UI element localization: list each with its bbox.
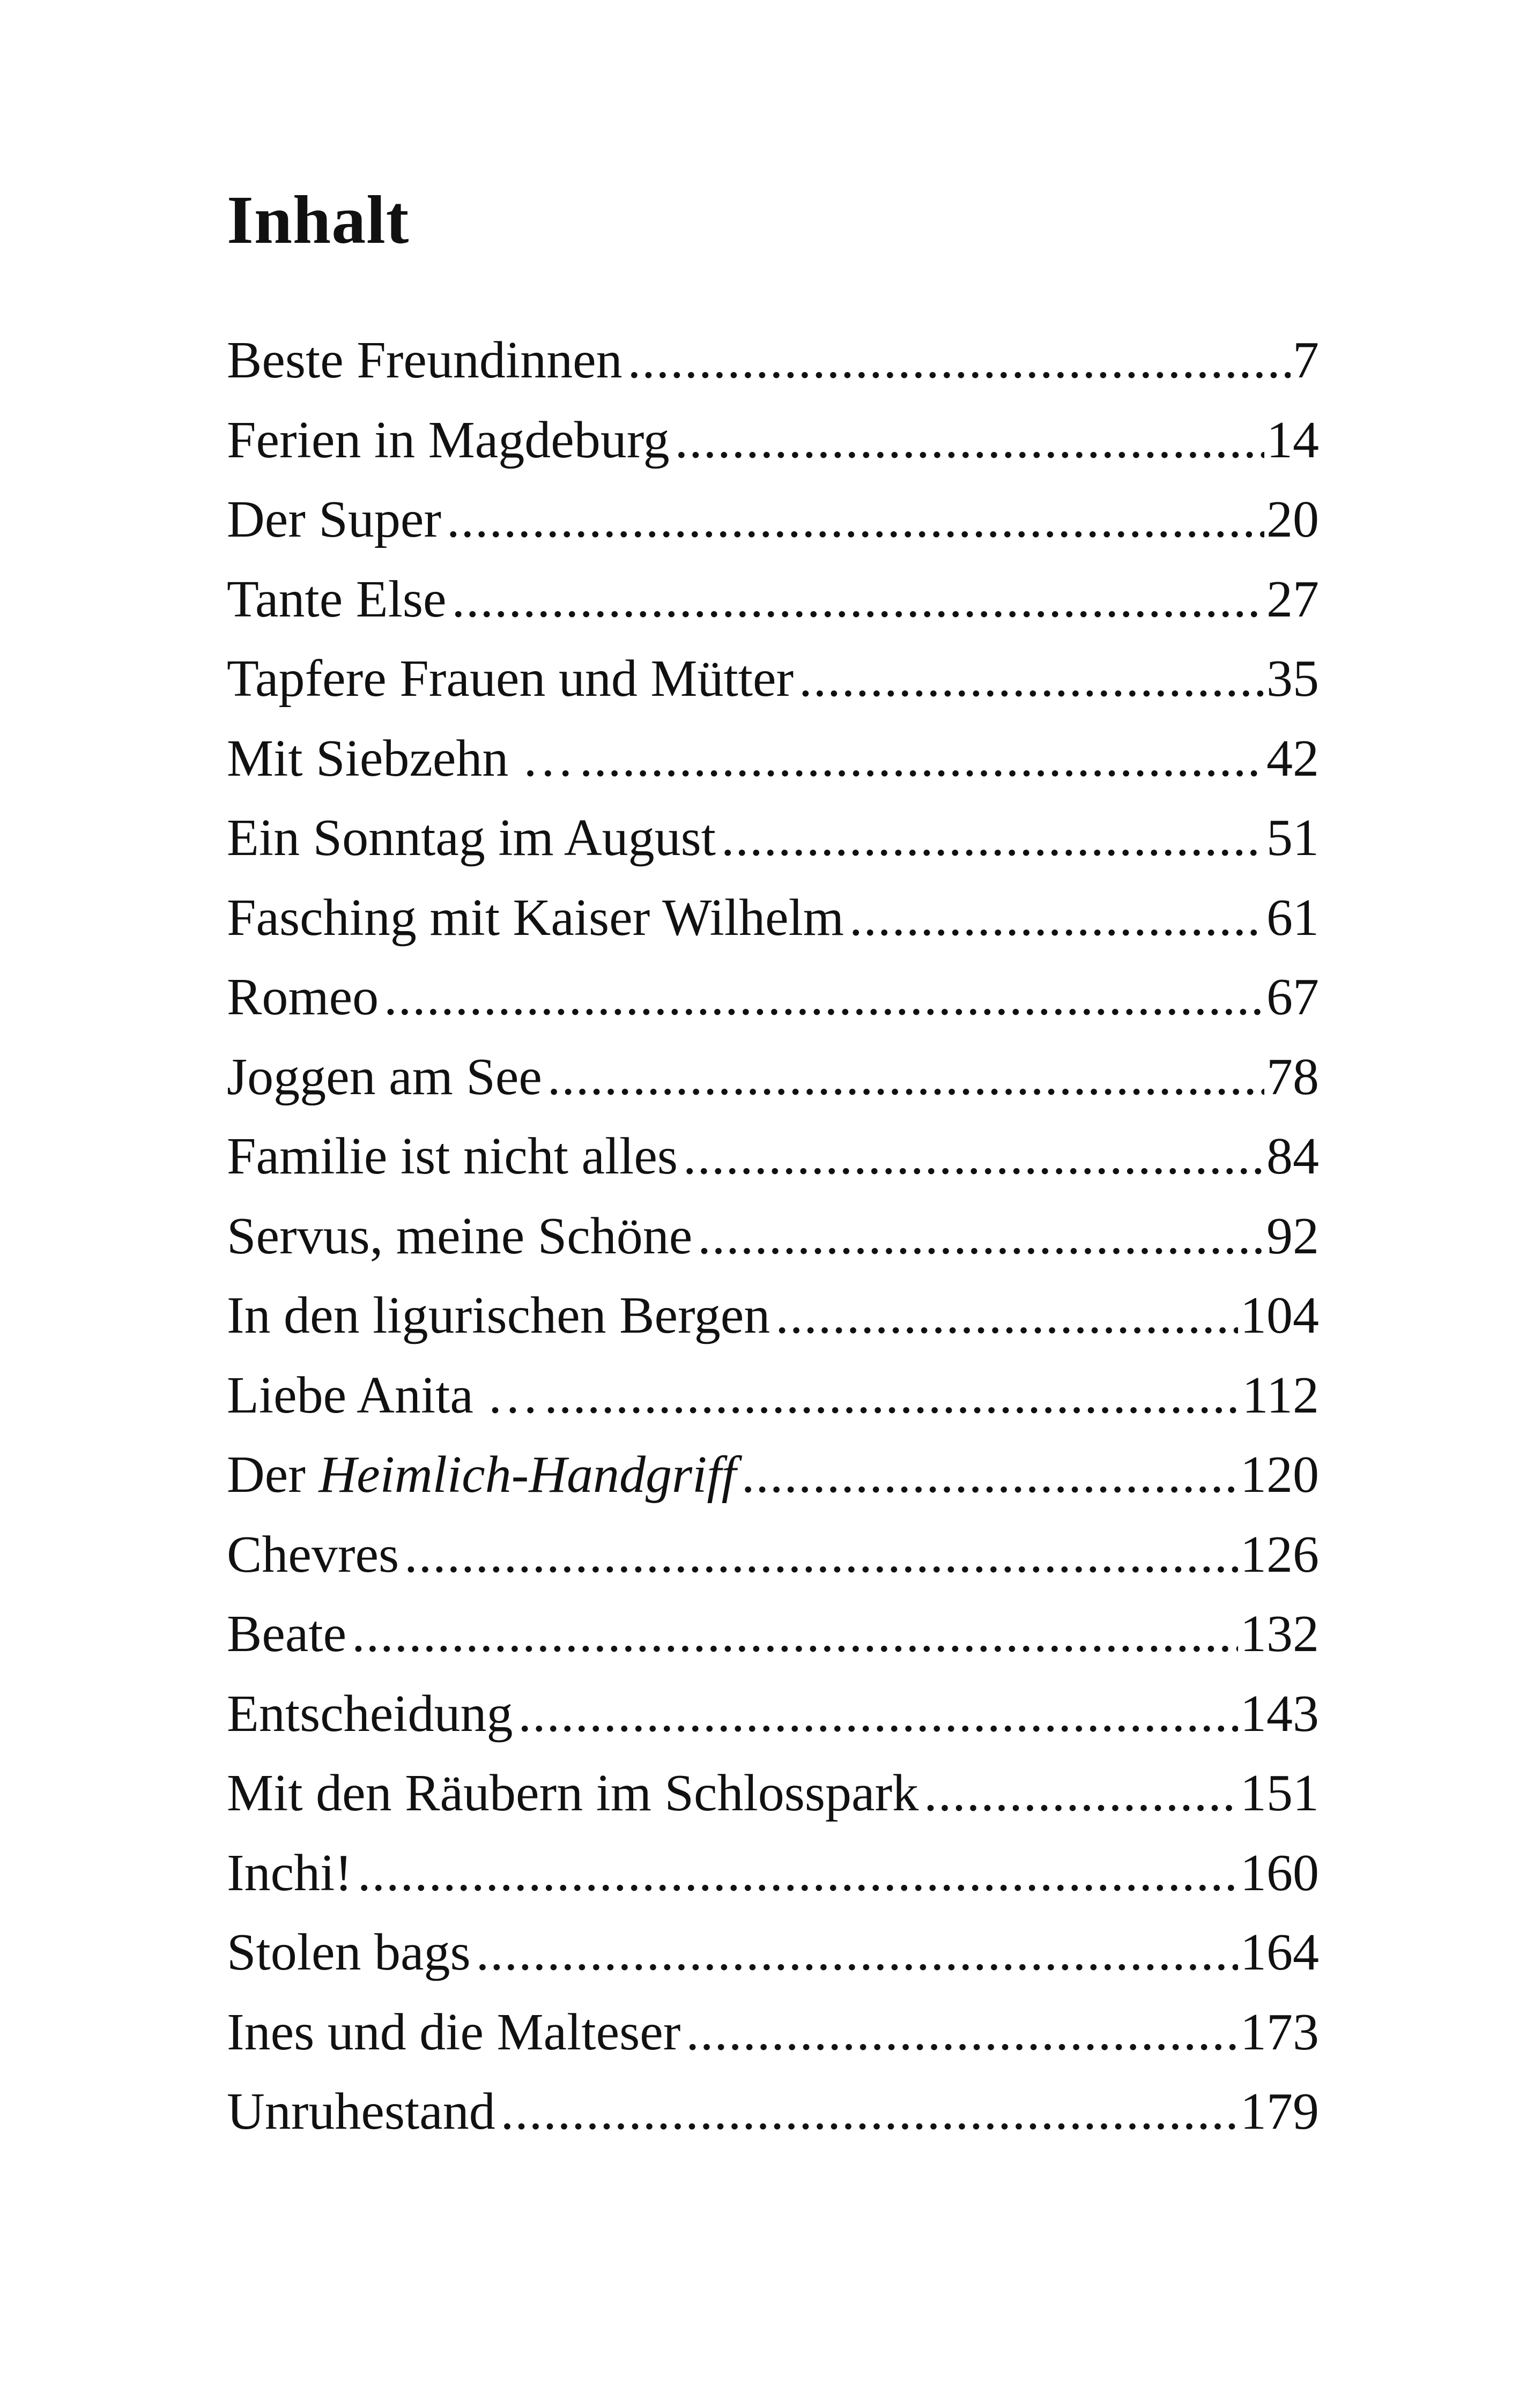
- toc-entry-title: Entscheidung: [227, 1684, 513, 1743]
- toc-page-number: 126: [1240, 1525, 1319, 1584]
- toc-page-number: 84: [1266, 1127, 1319, 1185]
- toc-entry: [227, 878, 1319, 958]
- toc-page-number: 112: [1242, 1366, 1319, 1424]
- toc-entry-title: Unruhestand: [227, 2083, 495, 2141]
- toc-entry: [227, 639, 1319, 719]
- toc-entry-title: Mit Siebzehn …: [227, 729, 574, 787]
- toc-entry-title: Romeo: [227, 968, 379, 1026]
- toc-entry: [227, 1753, 1319, 1833]
- toc-leader-dots: [849, 878, 1264, 958]
- toc-entry: [227, 1674, 1319, 1754]
- toc-entry: [227, 1356, 1319, 1436]
- toc-leader-dots: [404, 1515, 1238, 1595]
- toc-leader-dots: [447, 480, 1264, 560]
- table-of-contents: [227, 321, 1319, 2152]
- toc-leader-dots: [799, 639, 1264, 719]
- toc-page-number: 27: [1266, 570, 1319, 628]
- toc-entry-title: Chevres: [227, 1525, 399, 1584]
- toc-entry: [227, 1276, 1319, 1356]
- toc-leader-dots: [628, 321, 1291, 400]
- toc-entry: [227, 957, 1319, 1037]
- toc-leader-dots: [698, 1196, 1264, 1276]
- toc-entry: [227, 1993, 1319, 2072]
- toc-page-number: 42: [1266, 729, 1319, 787]
- toc-page-number: 20: [1266, 490, 1319, 548]
- toc-entry: [227, 1117, 1319, 1196]
- toc-page-number: 160: [1240, 1844, 1319, 1902]
- toc-page-number: 7: [1293, 331, 1319, 389]
- toc-entry-title: Tapfere Frauen und Mütter: [227, 650, 794, 708]
- toc-leader-dots: [775, 1276, 1238, 1356]
- toc-entry: [227, 480, 1319, 560]
- toc-entry: [227, 1196, 1319, 1276]
- toc-entry-title: Servus, meine Schöne: [227, 1207, 693, 1265]
- toc-entry: [227, 1594, 1319, 1674]
- toc-page-number: 78: [1266, 1047, 1319, 1106]
- toc-leader-dots: [721, 798, 1264, 878]
- toc-entry: [227, 560, 1319, 640]
- page-title: Inhalt: [227, 182, 410, 258]
- toc-leader-dots: [924, 1753, 1238, 1833]
- toc-entry: [227, 798, 1319, 878]
- toc-page-number: 120: [1240, 1446, 1319, 1504]
- toc-page-number: 92: [1266, 1207, 1319, 1265]
- toc-entry-title: Ferien in Magdeburg: [227, 411, 670, 469]
- toc-entry: [227, 1037, 1319, 1117]
- toc-leader-dots: [384, 957, 1264, 1037]
- toc-page-number: 164: [1240, 1923, 1319, 1981]
- toc-leader-dots: [501, 2072, 1238, 2152]
- toc-leader-dots: [544, 1356, 1240, 1436]
- toc-leader-dots: [547, 1037, 1264, 1117]
- toc-entry-title: Ines und die Malteser: [227, 2003, 681, 2061]
- toc-leader-dots: [580, 719, 1264, 799]
- toc-entry-title: Beate: [227, 1605, 347, 1663]
- toc-entry: [227, 1435, 1319, 1515]
- toc-leader-dots: [742, 1435, 1238, 1515]
- toc-entry-title: Der Super: [227, 490, 442, 548]
- toc-leader-dots: [686, 1993, 1238, 2072]
- toc-entry-title-prefix: Der: [227, 1446, 319, 1504]
- toc-entry-title: Tante Else: [227, 570, 447, 628]
- toc-page-number: 132: [1240, 1605, 1319, 1663]
- toc-page-number: 173: [1240, 2003, 1319, 2061]
- toc-leader-dots: [518, 1674, 1238, 1754]
- toc-entry: [227, 719, 1319, 799]
- toc-entry: [227, 1515, 1319, 1595]
- toc-entry-title: Beste Freundinnen: [227, 331, 623, 389]
- toc-entry-title: Liebe Anita …: [227, 1366, 539, 1424]
- toc-page-number: 67: [1266, 968, 1319, 1026]
- toc-entry-title: Familie ist nicht alles: [227, 1127, 678, 1185]
- toc-leader-dots: [683, 1117, 1264, 1196]
- toc-entry-title: Stolen bags: [227, 1923, 471, 1981]
- toc-entry: [227, 400, 1319, 480]
- toc-page-number: 143: [1240, 1684, 1319, 1743]
- toc-page-number: 61: [1266, 888, 1319, 947]
- toc-page-number: 179: [1240, 2083, 1319, 2141]
- toc-page-number: 14: [1266, 411, 1319, 469]
- toc-entry: [227, 1833, 1319, 1913]
- toc-entry-title: In den ligurischen Bergen: [227, 1287, 770, 1344]
- toc-page-number: 151: [1240, 1764, 1319, 1822]
- toc-entry-title: Inchi!: [227, 1844, 352, 1902]
- toc-leader-dots: [358, 1833, 1238, 1913]
- toc-entry: [227, 321, 1319, 400]
- toc-leader-dots: [476, 1913, 1238, 1993]
- toc-entry-title-italic: Heimlich-Handgriff: [318, 1446, 736, 1504]
- toc-entry-title: Ein Sonntag im August: [227, 809, 716, 867]
- toc-entry: [227, 1913, 1319, 1993]
- toc-leader-dots: [352, 1594, 1238, 1674]
- toc-entry: [227, 2072, 1319, 2152]
- toc-entry-title: [227, 1435, 736, 1515]
- toc-leader-dots: [675, 400, 1264, 480]
- toc-entry-title: Mit den Räubern im Schlosspark: [227, 1764, 919, 1822]
- toc-page-number: 51: [1266, 809, 1319, 867]
- toc-page-number: 35: [1266, 650, 1319, 708]
- toc-entry-title: Fasching mit Kaiser Wilhelm: [227, 888, 844, 947]
- toc-leader-dots: [451, 560, 1264, 640]
- toc-page-number: 104: [1240, 1287, 1319, 1344]
- toc-entry-title: Joggen am See: [227, 1047, 542, 1106]
